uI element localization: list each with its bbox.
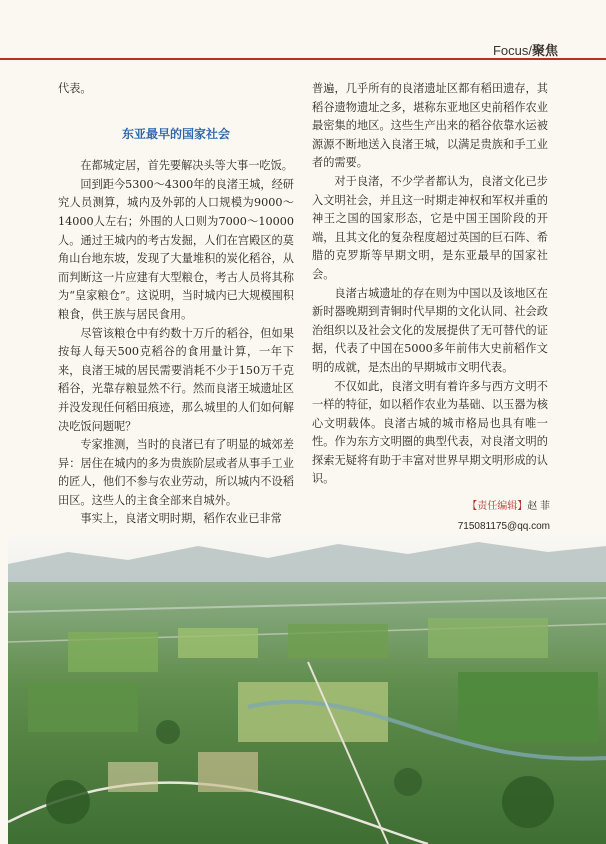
section-label: [493, 40, 558, 59]
aerial-landscape-photo: [8, 532, 606, 844]
paragraph: 良渚古城遗址的存在则为中国以及该地区在新时器晚期到青铜时代早期的文化认同、社会政治组织以及社会文化的发展提供了无可替代的证据，代表了中国在5000多年前伟大史前稻作文明的成就，是杰出的早期城市文明代表。: [312, 286, 548, 374]
editor-email: 715081175@qq.com: [457, 521, 550, 532]
editor-name: 赵 菲: [527, 501, 550, 512]
aerial-photo-illustration: [8, 532, 606, 844]
paragraph: 专家推测，当时的良渚已有了明显的城郊差异：居住在城内的多为贵族阶层或者从事手工业的匠人，他们不参与农业劳动，所以城内不设稻田区。这些人的主食全部来自城外。: [58, 438, 294, 507]
paragraph: 对于良渚，不少学者都认为，良渚文化已步入文明社会，并且这一时期走神权和军权并重的神王之国的国家形态，它是中国王国阶段的开端，且其文化的复杂程度超过英国的巨石阵、希腊的克罗斯等早期文明，是东亚最早的国家社会。: [312, 174, 548, 281]
paragraph: 回到距今5300～4300年的良渚王城，经研究人员测算，城内及外郭的人口规模为9000～14000人左右；外围的人口则为7000～10000人。通过王城内的考古发掘，人们在宫殿区的莫角山台地东坡，发现了大量堆积的炭化稻谷，从而判断这一片应建有大型粮仓，考古人员将其称为“皇家粮仓”。这说明，当时城内已大规模囤积粮食，供王族与居民食用。: [58, 177, 294, 321]
section-label-cn: 聚焦: [531, 43, 558, 58]
paragraph: 尽管该粮仓中有约数十万斤的稻谷，但如果按每人每天500克稻谷的食用量计算，一年下来，良渚王城的居民需要消耗不少于150万千克稻谷，光靠存粮显然不行。然而良渚王城遗址区并没发现任何稻田痕迹，那么城里的人们如何解决吃饭问题呢？: [58, 326, 294, 433]
left-column: [58, 80, 294, 529]
paragraph: 在都城定居，首先要解决头等大事一吃饭。: [80, 159, 293, 173]
section-label-en: Focus/: [492, 43, 532, 58]
editor-label: 【责任编辑】: [467, 501, 528, 512]
header-rule: [0, 58, 606, 60]
editor-credit: [458, 497, 550, 537]
continued-text: 普遍，几乎所有的良渚遗址区都有稻田遗存，其稻谷遗物遗址之多，堪称东亚地区史前稻作农业最密集的地区。这些生产出来的稻谷依靠水运被源源不断地送入良渚王城，以满足贵族和手工业者的需要。: [312, 82, 548, 170]
lead-line: 代表。: [58, 82, 92, 95]
section-title: 东亚最早的国家社会: [121, 126, 230, 141]
page-header: [0, 0, 606, 58]
right-column: [312, 80, 548, 489]
paragraph: 不仅如此，良渚文明有着许多与西方文明不一样的特征，如以稻作农业为基础、以玉器为核心文明载体。良渚古城的城市格局也具有唯一性。作为东方文明圈的典型代表，对良渚文明的探索无疑将有助于丰富对世界早期文明形成的认识。: [312, 379, 548, 486]
paragraph: 事实上，良渚文明时期，稻作农业已非常: [80, 512, 282, 526]
